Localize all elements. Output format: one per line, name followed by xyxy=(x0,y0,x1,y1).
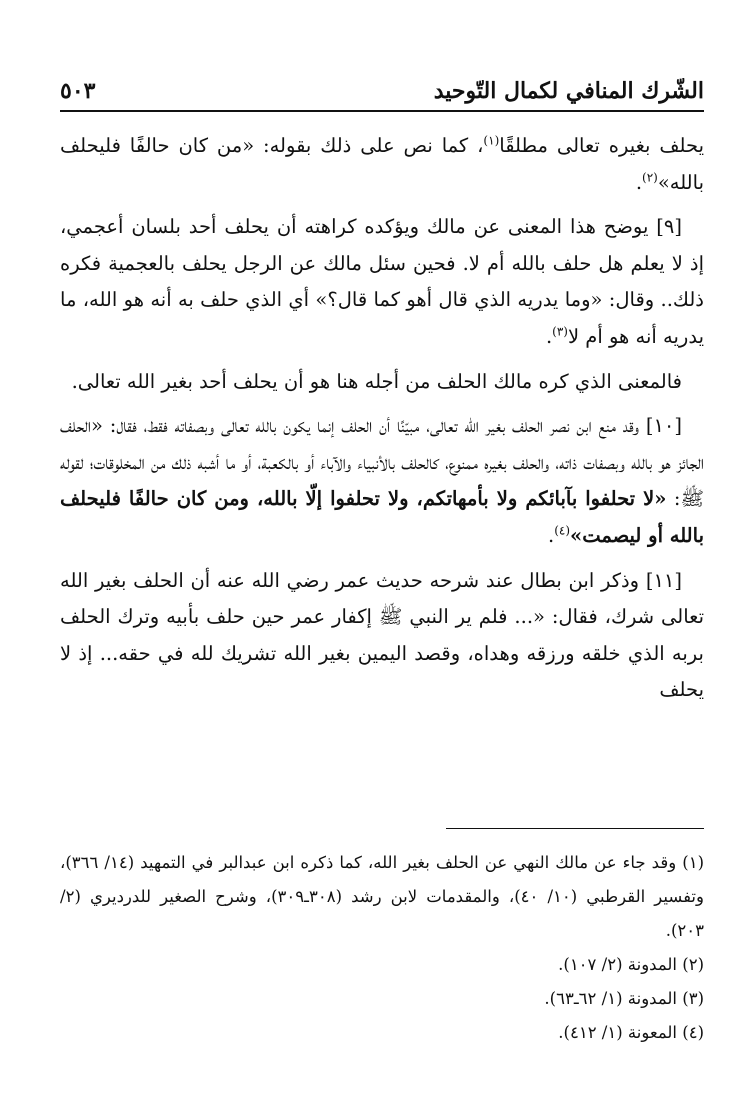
main-text xyxy=(60,128,704,717)
footnote-ref-4: (٤) xyxy=(554,523,571,538)
page-number: ٥٠٣ xyxy=(60,78,96,104)
paragraph-3-text: فالمعنى الذي كره مالك الحلف من أجله هنا هو أن يحلف أحد بغير الله تعالى. xyxy=(71,369,682,393)
footnotes xyxy=(60,846,704,1050)
paragraph-1-text-2: ، كما نص على ذلك بقوله: «من كان حالفًا فليحلف بالله» xyxy=(60,134,704,194)
paragraph-5-text: [١١] وذكر ابن بطال عند شرحه حديث عمر رضي الله عنه أن الحلف بغير الله تعالى شرك، فقال: «... فلم ير النبي ﷺ إكفار عمر حين حلف بأبيه وترك الحلف بربه الذي خلقه ورزقه وهداه، وقصد اليمين بغير الله تشريك لله في حقه... إذ لا يحلف xyxy=(60,568,704,702)
paragraph-4-text: [١٠] وقد منع ابن نصر الحلف بغير الله تعالى، مبيّنًا أن الحلف إنما يكون بالله تعالى وبصفاته فقط، فقال: «الحلف الجائز هو بالله وبصفات ذاته، والحلف بغيره ممنوع، كالحلف بالأنبياء والآباء أو بالكعبة، أو ما أشبه ذلك من المخلوقات؛ لقوله ﷺ: xyxy=(60,414,705,511)
footnote-ref-2: (٢) xyxy=(642,170,658,185)
footnote-ref-1: (١) xyxy=(483,133,500,148)
paragraph-1-text: يحلف بغيره تعالى مطلقًا xyxy=(499,134,704,157)
paragraph-3 xyxy=(60,364,704,401)
running-header xyxy=(60,72,704,112)
footnote-4: (٤) المعونة (١/ ٤١٢). xyxy=(558,1023,704,1042)
paragraph-4 xyxy=(60,408,704,554)
paragraph-2-end: . xyxy=(545,324,553,348)
paragraph-1-end: . xyxy=(635,170,643,194)
paragraph-1 xyxy=(60,128,704,201)
hadith-quote: «لا تحلفوا بآبائكم ولا بأمهاتكم، ولا تحلفوا إلّا بالله، ومن كان حالفًا فليحلف بالله أو ليصمت» xyxy=(60,487,704,547)
footnote-ref-3: (٣) xyxy=(552,324,568,339)
footnote-3: (٣) المدونة (١/ ٦٢ـ٦٣). xyxy=(544,989,704,1008)
paragraph-2 xyxy=(60,209,704,355)
paragraph-5 xyxy=(60,563,704,709)
paragraph-2-text: [٩] يوضح هذا المعنى عن مالك ويؤكده كراهته أن يحلف أحد بلسان أعجمي، إذ لا يعلم هل حلف بالله أم لا. فحين سئل مالك عن الرجل يحلف بالعجمية فكره ذلك.. وقال: «وما يدريه الذي قال أهو كما قال؟» أي الذي حلف به أنه هو الله، ما يدريه أنه هو أم لا xyxy=(60,215,704,348)
footnote-separator xyxy=(446,828,704,829)
footnote-1: (١) وقد جاء عن مالك النهي عن الحلف بغير الله، كما ذكره ابن عبدالبر في التمهيد (١٤/ ٣٦٦)، وتفسير القرطبي (١٠/ ٤٠)، والمقدمات لابن رشد (٣٠٨ـ٣٠٩)، وشرح الصغير للدرديري (٢/ ٢٠٣). xyxy=(60,853,704,940)
paragraph-4-end: . xyxy=(547,523,555,547)
header-title: الشّرك المنافي لكمال التّوحيد xyxy=(433,78,704,104)
footnote-2: (٢) المدونة (٢/ ١٠٧). xyxy=(558,955,704,974)
